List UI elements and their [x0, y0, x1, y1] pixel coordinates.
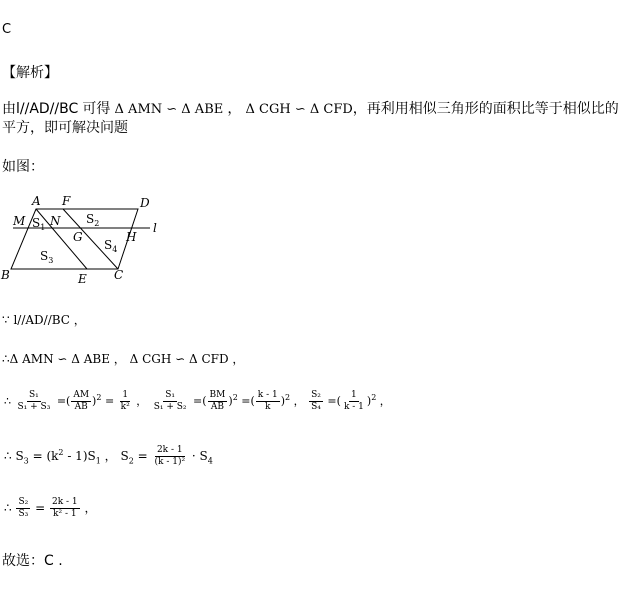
explanation-part6: ，再利用相似三角形的面积比等于相似比的平方，即可解决问题 — [2, 101, 619, 136]
point-e: E — [78, 272, 87, 286]
point-a: A — [32, 194, 41, 208]
fraction-s2-s4: $\frac{\text{S₂}}{\text{S₄}}$ — [311, 390, 321, 412]
area-s1: $S_1$ — [32, 216, 46, 232]
section-heading: 【解析】 — [2, 65, 58, 81]
area-s2: $S_2$ — [86, 212, 100, 228]
explanation-part4: ， — [227, 101, 242, 117]
point-d: D — [140, 196, 150, 210]
ratio-formula: ∴ $\frac{\text{S₁}}{\text{S₁ + S₃}}$ =( $\frac{AM}{AB}$ )$^2$ = $\frac{1}{\text{k²}}$ ， $\frac{\text{S₁}}{\text{S₁ + S₂}}$ =( $\frac{BM}{AB}$ )$^2$ =( $\frac{k - 1}{k}$ )$^2$ ， $\frac{\text{S₂}}{\text{S₄}}$ =( $\frac{1}{k - 1}$ )$^2$ ， — [4, 390, 391, 412]
fraction-k1-k: $\frac{k - 1}{k}$ — [257, 390, 278, 412]
area-expression: ∴ $S_3 = (k^2 - 1)S_1$ ， $S_2$ = $\frac{2k - 1}{\text{(k - 1)²}}$ · $S_4$ — [4, 445, 213, 467]
explanation-paragraph — [2, 100, 622, 138]
explanation-part3: Δ AMN ∽ Δ ABE — [114, 102, 224, 117]
figure-label: 如图： — [2, 159, 44, 175]
area-s3: $S_3$ — [40, 249, 54, 265]
fraction-s1-over-s1s2: $\frac{\text{S₁}}{\text{S₁ + S₂}}$ — [153, 390, 187, 412]
point-l: l — [153, 221, 157, 235]
fraction-am-ab: $\frac{AM}{AB}$ — [73, 390, 90, 412]
fraction-2k1-k21: $\frac{2k - 1}{\text{k² - 1}}$ — [51, 497, 78, 519]
final-answer: 故选：C . — [2, 553, 63, 569]
fraction-s2-s3: $\frac{\text{S₂}}{\text{S₃}}$ — [18, 497, 29, 519]
therefore-symbol: ∴ — [4, 394, 11, 408]
point-h: H — [126, 230, 137, 244]
given-line: ∵ l//AD//BC ， — [2, 313, 86, 327]
fraction-2k1-k12: $\frac{2k - 1}{\text{(k - 1)²}}$ — [154, 445, 186, 467]
answer-letter: C — [2, 22, 12, 37]
point-n: N — [50, 214, 61, 228]
fraction-1-k2: $\frac{1}{\text{k²}}$ — [120, 390, 130, 412]
point-m: M — [13, 214, 26, 228]
fraction-bm-ab: $\frac{BM}{AB}$ — [209, 390, 226, 412]
point-f: F — [62, 194, 71, 208]
geometry-figure — [0, 190, 180, 290]
fraction-s1-over-s1s3: $\frac{\text{S₁}}{\text{S₁ + S₃}}$ — [17, 390, 51, 412]
fraction-1-k1: $\frac{1}{k - 1}$ — [343, 390, 364, 412]
similar-triangles-line: ∴Δ AMN ∽ Δ ABE ， Δ CGH ∽ Δ CFD ， — [2, 352, 245, 366]
explanation-part5: Δ CGH ∽ Δ CFD — [245, 102, 353, 117]
area-s4: $S_4$ — [104, 238, 118, 254]
result-ratio: ∴ $\frac{\text{S₂}}{\text{S₃}}$ = $\frac{2k - 1}{\text{k² - 1}}$ ， — [4, 497, 97, 519]
point-b: B — [1, 268, 10, 282]
explanation-part1: 由l//AD//BC — [2, 101, 79, 117]
explanation-part2: 可得 — [82, 101, 111, 117]
point-g: G — [73, 230, 83, 244]
point-c: C — [114, 268, 124, 282]
